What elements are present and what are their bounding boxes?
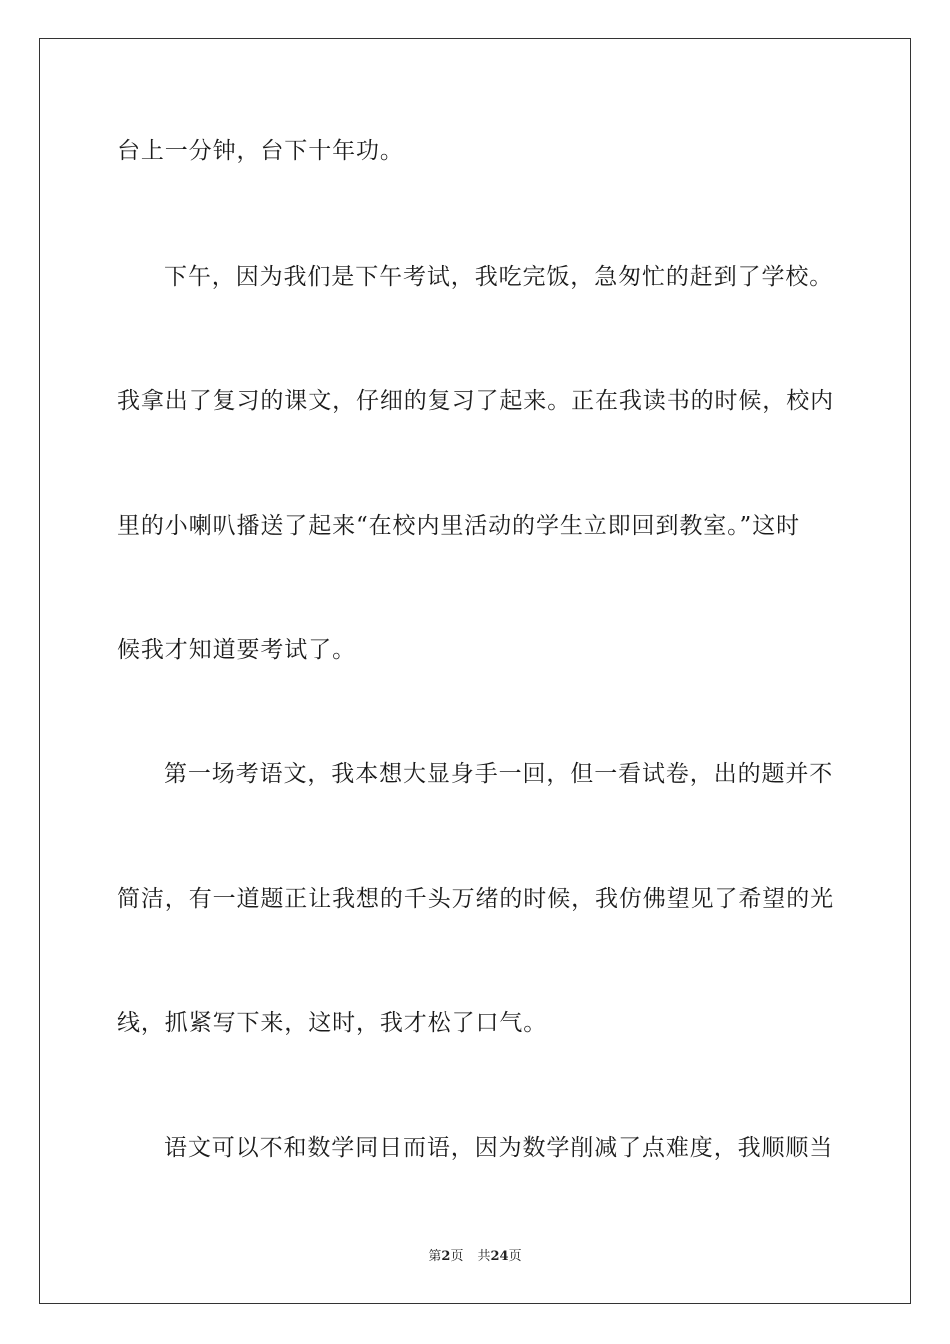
text-line: 里的小喇叭播送了起来“在校内里活动的学生立即回到教室。”这时 <box>117 513 801 539</box>
page-suffix: 页 <box>450 1249 464 1264</box>
total-suffix: 页 <box>508 1249 522 1264</box>
total-pages: 24 <box>490 1249 509 1264</box>
text-line: 我拿出了复习的课文，仔细的复习了起来。正在我读书的时候，校内 <box>117 388 834 414</box>
paragraph-first-line: 下午，因为我们是下午考试，我吃完饭，急匆忙的赶到了学校。 <box>164 264 834 290</box>
text-line: 简洁，有一道题正让我想的千头万绪的时候，我仿佛望见了希望的光 <box>117 886 834 912</box>
text-line: 候我才知道要考试了。 <box>117 637 356 663</box>
total-prefix: 共 <box>477 1249 491 1264</box>
text-line: 线，抓紧写下来，这时，我才松了口气。 <box>117 1010 548 1036</box>
text-line: 台上一分钟，台下十年功。 <box>117 138 404 164</box>
page-footer <box>0 1248 950 1266</box>
page-number: 2 <box>441 1249 451 1264</box>
page-prefix: 第 <box>428 1249 442 1264</box>
paragraph-first-line: 第一场考语文，我本想大显身手一回，但一看试卷，出的题并不 <box>164 761 834 787</box>
paragraph-first-line: 语文可以不和数学同日而语，因为数学削减了点难度，我顺顺当 <box>164 1135 834 1161</box>
page-border <box>39 38 911 1304</box>
